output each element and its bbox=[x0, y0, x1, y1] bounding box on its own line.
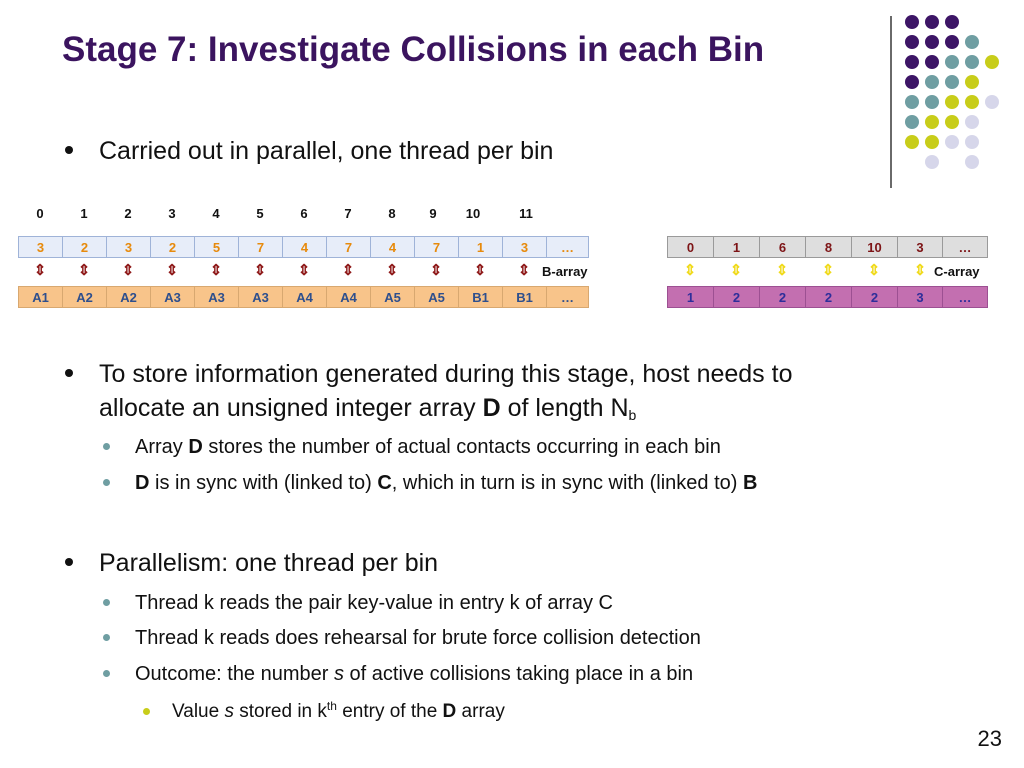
b-value-cell: A3 bbox=[194, 286, 239, 308]
decor-dot bbox=[985, 95, 999, 109]
b-key-cell: 2 bbox=[150, 236, 195, 258]
c-link-arrow: ⇕ bbox=[683, 262, 697, 279]
b-key-cell: 3 bbox=[106, 236, 151, 258]
bullet-dot bbox=[103, 634, 110, 641]
c-link-arrow: ⇕ bbox=[821, 262, 835, 279]
bullet-parallel bbox=[65, 134, 553, 168]
decor-dot bbox=[965, 135, 979, 149]
b-link-arrow: ⇕ bbox=[209, 262, 223, 279]
b-value-cell-ellipsis: … bbox=[546, 286, 589, 308]
sub-bullet-sync bbox=[103, 469, 757, 497]
b-link-arrow: ⇕ bbox=[33, 262, 47, 279]
bullet-dot bbox=[103, 443, 110, 450]
c-value-cell: 2 bbox=[805, 286, 852, 308]
sub-bullet-array-d bbox=[103, 433, 721, 461]
c-value-cell: 2 bbox=[759, 286, 806, 308]
c-key-cell: 6 bbox=[759, 236, 806, 258]
b-value-cell: B1 bbox=[502, 286, 547, 308]
b-index-label: 11 bbox=[519, 206, 533, 221]
b-key-cell: 4 bbox=[370, 236, 415, 258]
c-key-cell: 1 bbox=[713, 236, 760, 258]
decor-dot bbox=[945, 95, 959, 109]
b-value-cell: A3 bbox=[150, 286, 195, 308]
c-key-cell: 3 bbox=[897, 236, 943, 258]
b-value-cell: A2 bbox=[106, 286, 151, 308]
c-key-cell-ellipsis: … bbox=[942, 236, 988, 258]
decor-dot bbox=[945, 115, 959, 129]
sub-sub-bullet-value bbox=[143, 699, 505, 725]
decor-dot bbox=[925, 155, 939, 169]
decor-dot bbox=[905, 95, 919, 109]
decor-dot bbox=[985, 55, 999, 69]
b-value-cell: A5 bbox=[414, 286, 459, 308]
bullet-dot bbox=[103, 599, 110, 606]
c-value-cell: 2 bbox=[851, 286, 898, 308]
c-array-label: C-array bbox=[934, 264, 980, 279]
decor-dot bbox=[965, 155, 979, 169]
c-value-cell: 3 bbox=[897, 286, 943, 308]
decor-dot bbox=[905, 115, 919, 129]
b-index-label: 9 bbox=[429, 206, 437, 221]
page-number: 23 bbox=[977, 726, 1002, 751]
decor-dot bbox=[905, 35, 919, 49]
bullet-store-info bbox=[65, 357, 792, 432]
bullet-dot bbox=[103, 479, 110, 486]
b-key-cell: 2 bbox=[62, 236, 107, 258]
decor-dot bbox=[905, 15, 919, 29]
b-value-cell: B1 bbox=[458, 286, 503, 308]
decor-dot bbox=[965, 35, 979, 49]
b-index-label: 7 bbox=[344, 206, 352, 221]
c-key-cell: 0 bbox=[667, 236, 714, 258]
c-value-cell: 1 bbox=[667, 286, 714, 308]
bullet-dot bbox=[65, 146, 73, 154]
b-value-cell: A1 bbox=[18, 286, 63, 308]
bullet-parallelism bbox=[65, 546, 438, 580]
bullet-text: To store information generated during this stage, host needs to allocate an unsigned integer array D of length $N_b$ bbox=[99, 360, 793, 423]
b-index-label: 0 bbox=[36, 206, 44, 221]
decor-dot bbox=[905, 55, 919, 69]
b-index-label: 2 bbox=[124, 206, 132, 221]
sub-bullet-thread-rehearsal bbox=[103, 624, 701, 652]
b-index-label: 3 bbox=[168, 206, 176, 221]
title-divider-line bbox=[890, 16, 892, 188]
b-value-cell: A4 bbox=[326, 286, 371, 308]
c-link-arrow: ⇕ bbox=[867, 262, 881, 279]
b-key-cell: 7 bbox=[414, 236, 459, 258]
b-index-label: 4 bbox=[212, 206, 220, 221]
c-key-cell: 10 bbox=[851, 236, 898, 258]
sub-bullet-text: Outcome: the number s of active collisions taking place in a bin bbox=[135, 663, 694, 685]
c-value-cell-ellipsis: … bbox=[942, 286, 988, 308]
b-value-cell: A2 bbox=[62, 286, 107, 308]
b-link-arrow: ⇕ bbox=[253, 262, 267, 279]
b-key-cell: 5 bbox=[194, 236, 239, 258]
b-key-cell: 4 bbox=[282, 236, 327, 258]
bullet-dot bbox=[143, 708, 150, 715]
b-link-arrow: ⇕ bbox=[473, 262, 487, 279]
decor-dot bbox=[925, 15, 939, 29]
b-array-label: B-array bbox=[542, 264, 588, 279]
decorative-dot-grid bbox=[905, 15, 1024, 165]
b-key-cell: 1 bbox=[458, 236, 503, 258]
c-link-arrow: ⇕ bbox=[775, 262, 789, 279]
decor-dot bbox=[965, 115, 979, 129]
b-link-arrow: ⇕ bbox=[165, 262, 179, 279]
b-key-cell: 7 bbox=[238, 236, 283, 258]
b-link-arrow: ⇕ bbox=[341, 262, 355, 279]
decor-dot bbox=[945, 35, 959, 49]
b-index-label: 5 bbox=[256, 206, 264, 221]
decor-dot bbox=[925, 135, 939, 149]
decor-dot bbox=[925, 95, 939, 109]
decor-dot bbox=[945, 15, 959, 29]
b-key-cell: 3 bbox=[502, 236, 547, 258]
decor-dot bbox=[925, 115, 939, 129]
decor-dot bbox=[945, 75, 959, 89]
sub-bullet-text: Thread k reads the pair key-value in entry k of array C bbox=[135, 592, 613, 614]
b-index-label: 8 bbox=[388, 206, 396, 221]
b-value-cell: A4 bbox=[282, 286, 327, 308]
sub-bullet-text: D is in sync with (linked to) C, which in turn is in sync with (linked to) B bbox=[135, 472, 758, 494]
b-key-cell: 3 bbox=[18, 236, 63, 258]
bullet-text: Carried out in parallel, one thread per bin bbox=[99, 137, 554, 165]
decor-dot bbox=[905, 75, 919, 89]
b-key-cell-ellipsis: … bbox=[546, 236, 589, 258]
b-link-arrow: ⇕ bbox=[429, 262, 443, 279]
bullet-text: Parallelism: one thread per bin bbox=[99, 549, 439, 577]
bullet-dot bbox=[65, 369, 73, 377]
bullet-dot bbox=[65, 558, 73, 566]
b-value-cell: A3 bbox=[238, 286, 283, 308]
sub-bullet-text: Array D stores the number of actual contacts occurring in each bin bbox=[135, 436, 721, 458]
decor-dot bbox=[965, 75, 979, 89]
b-key-cell: 7 bbox=[326, 236, 371, 258]
b-link-arrow: ⇕ bbox=[77, 262, 91, 279]
c-link-arrow: ⇕ bbox=[913, 262, 927, 279]
b-link-arrow: ⇕ bbox=[517, 262, 531, 279]
decor-dot bbox=[945, 135, 959, 149]
b-link-arrow: ⇕ bbox=[121, 262, 135, 279]
c-value-cell: 2 bbox=[713, 286, 760, 308]
b-link-arrow: ⇕ bbox=[297, 262, 311, 279]
decor-dot bbox=[905, 135, 919, 149]
sub-bullet-text: Thread k reads does rehearsal for brute force collision detection bbox=[135, 627, 701, 649]
b-link-arrow: ⇕ bbox=[385, 262, 399, 279]
slide-title: Stage 7: Investigate Collisions in each Bin bbox=[62, 30, 765, 69]
b-value-cell: A5 bbox=[370, 286, 415, 308]
b-index-label: 10 bbox=[465, 206, 481, 221]
decor-dot bbox=[945, 55, 959, 69]
decor-dot bbox=[925, 55, 939, 69]
c-key-cell: 8 bbox=[805, 236, 852, 258]
c-link-arrow: ⇕ bbox=[729, 262, 743, 279]
sub-bullet-thread-reads bbox=[103, 589, 613, 617]
b-index-label: 1 bbox=[80, 206, 88, 221]
sub-sub-bullet-text: Value s stored in $k^{th}$ entry of the D array bbox=[172, 699, 505, 722]
decor-dot bbox=[965, 55, 979, 69]
decor-dot bbox=[965, 95, 979, 109]
bullet-dot bbox=[103, 670, 110, 677]
sub-bullet-outcome bbox=[103, 660, 693, 688]
b-index-label: 6 bbox=[300, 206, 308, 221]
decor-dot bbox=[925, 75, 939, 89]
decor-dot bbox=[925, 35, 939, 49]
